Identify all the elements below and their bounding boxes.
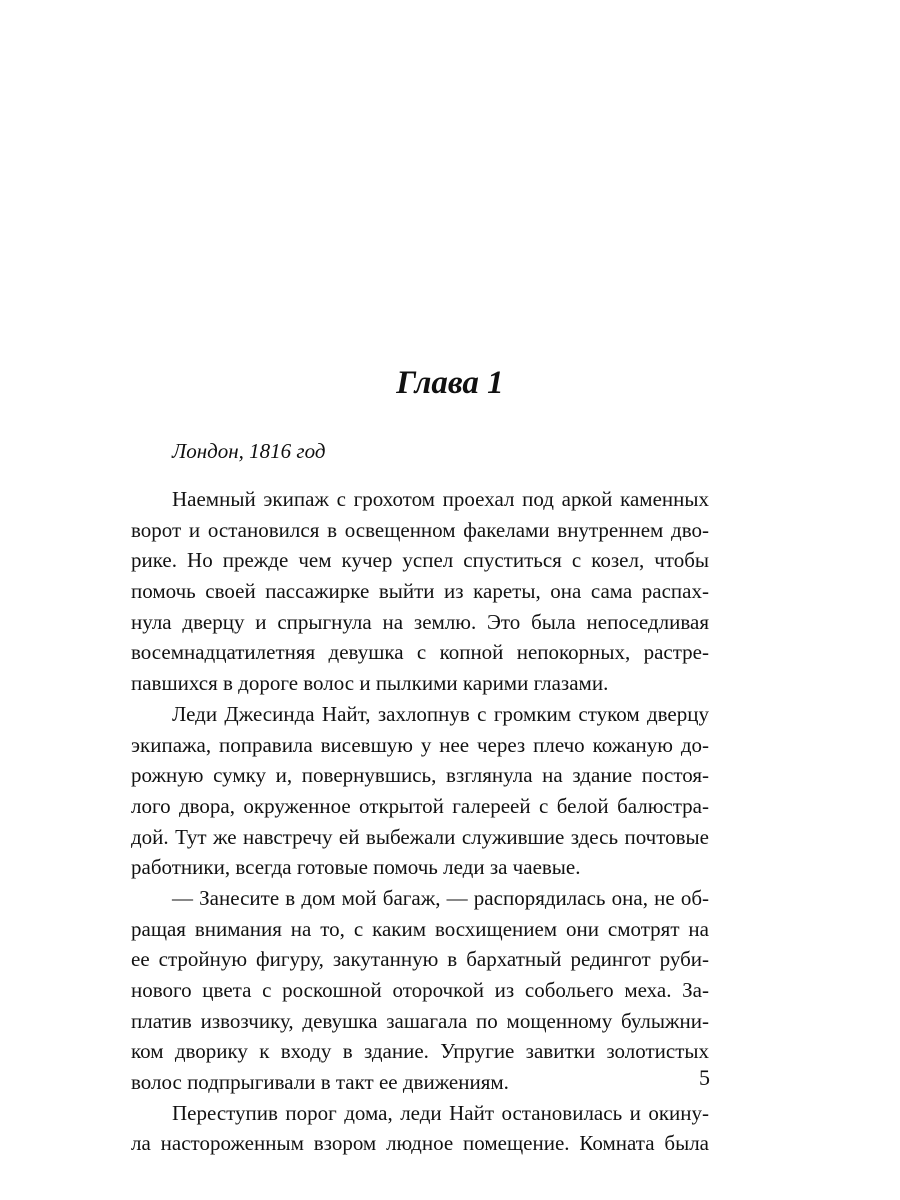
text-line: экипажа, поправила висевшую у нее через плечо кожаную до- [131,732,709,757]
text-line: павшихся в дороге волос и пылкими карими глазами. [131,671,609,696]
text-line: — Занесите в дом мой багаж, — распорядилась она, не об- [172,885,709,910]
text-line: Леди Джесинда Найт, захлопнув с громким стуком дверцу [172,701,709,726]
text-line: Наемный экипаж с грохотом проехал под аркой каменных [172,487,709,511]
text-line: ворот и остановился в освещенном факелами внутреннем дво- [131,517,709,542]
text-line: рожную сумку и, повернувшись, взглянула на здание постоя- [131,763,709,788]
text-line: лого двора, окруженное открытой галереей с белой балюстра- [131,793,709,818]
text-line: ращая внимания на то, с каким восхищением они смотрят на [131,916,709,941]
text-line: нула дверцу и спрыгнула на землю. Это была непоседливая [131,609,709,634]
text-line: ком дворику к входу в здание. Упругие завитки золотистых [131,1039,709,1064]
text-line: Переступив порог дома, леди Найт остановилась и окину- [172,1100,709,1125]
text-line: помочь своей пассажирке выйти из кареты, она сама распах- [131,579,709,604]
chapter-title: Глава 1 [396,365,504,401]
text-line: восемнадцатилетняя девушка с копной непокорных, растре- [131,640,709,665]
text-line: ее стройную фигуру, закутанную в бархатный редингот руби- [131,947,709,972]
text-line: нового цвета с роскошной оторочкой из собольего меха. За- [131,978,709,1002]
text-line: волос подпрыгивали в такт ее движениям. [131,1070,509,1095]
text-line: платив извозчику, девушка зашагала по мощенному булыжни- [131,1008,709,1033]
text-line: дой. Тут же навстречу ей выбежали служившие здесь почтовые [131,824,709,849]
text-line: ла настороженным взором людное помещение. Комната была [131,1131,709,1156]
text-line: работники, всегда готовые помочь леди за чаевые. [131,855,581,880]
chapter-place-date: Лондон, 1816 год [172,439,326,463]
text-line: рике. Но прежде чем кучер успел спуститься с козел, чтобы [131,548,709,573]
page-number: 5 [699,1065,710,1090]
body-text [131,484,709,1159]
